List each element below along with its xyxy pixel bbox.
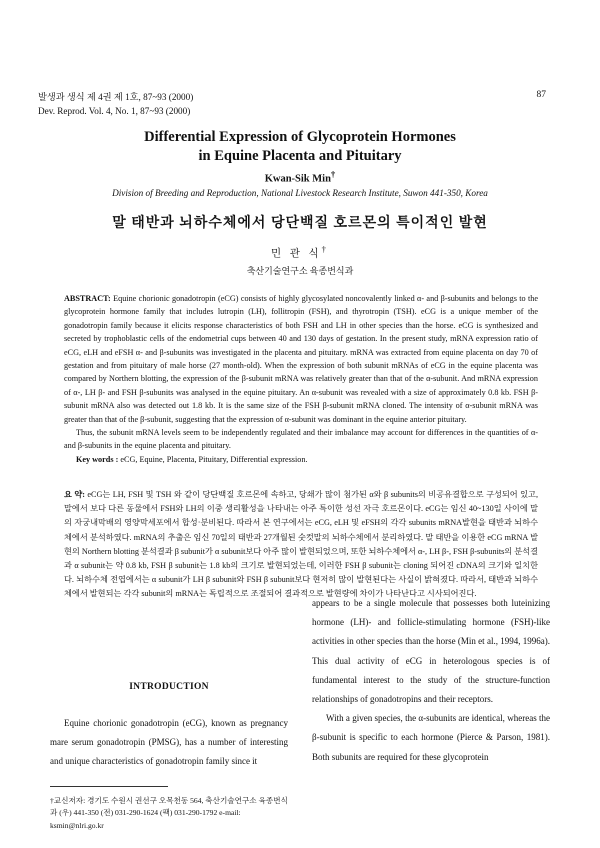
paper-title-line2: in Equine Placenta and Pituitary <box>198 148 402 164</box>
introduction-heading: INTRODUCTION <box>129 682 209 692</box>
korean-author-name: 민 관 식 <box>270 248 322 260</box>
keywords <box>64 453 538 466</box>
korean-affiliation: 축산기술연구소 육종번식과 <box>246 266 354 276</box>
journal-citation-english: Dev. Reprod. Vol. 4, No. 1, 87~93 (2000) <box>38 106 191 116</box>
abstract-paragraph-1 <box>64 292 538 426</box>
paper-title-line1: Differential Expression of Glycoprotein Hormones <box>144 129 456 145</box>
footnote: †교신저자: 경기도 수원시 권선구 오목천동 564, 축산기술연구소 육종번식과 (우) 441-350 (전) 031-290-1624 (팩) 031-290-1792 e-mail: ksmin@nlri.go.kr <box>50 795 288 831</box>
introduction-right-paragraph-1: appears to be a single molecule that possesses both luteinizing hormone (LH)- and follicle-stimulating hormone (FSH)-like activities in other species than the horse (Min et al., 1994, 1996a). This dual activity of eCG in heterologous species is of fundamental interest to the study of the structure-function relationships of gonadotropins and their receptors. <box>312 598 550 705</box>
korean-abstract-text: eCG는 LH, FSH 및 TSH 와 같이 당단백질 호르몬에 속하고, 당쇄가 많이 첨가된 α와 β subunits의 비공유결합으로 구성되어 있고, 말에서 보다 다른 동물에서 FSH와 LH의 이중 생리활성을 나타내는 아주 특이한 성선 자극 호르몬이다. eCG는 임신 40~130일 사이에 말의 자궁내막배의 영양막세포에서 합성·분비된다. 따라서 본 연구에서는 eCG, eLH 및 eFSH의 각각 subunits mRNA발현을 태반과 뇌하수체에서 분석하였다. mRNA의 추출은 임신 70일의 태반과 27개월된 숫컷말의 뇌하수체에서 분리하였다. 말 태반을 이용한 eCG mRNA 발현의 Northern blotting 분석결과 β subunit가 α subunit보다 아주 많이 발현되었으며, 또한 뇌하수체에서 α-, LH β-, FSH β-subunits의 분석결과 α subunit는 약 0.8 kb, FSH β subunit는 1.8 kb의 크기로 발현되었는데, 이러한 FSH β subunit는 cloning 되어진 cDNA의 크기와 일치한다. 뇌하수체 전엽에서는 α subunit가 LH β subunit와 FSH β subunit보다 현저히 많이 발현된다는 사실이 밝혀졌다. 따라서, 태반과 뇌하수체에서 발현되는 각각 subunit의 mRNA는 독립적으로 조절되어 결과적으로 발현량에 차이가 나타난다고 시사되어진다. <box>64 490 538 599</box>
korean-abstract <box>64 488 538 602</box>
footnote-divider <box>50 786 168 787</box>
abstract-label: ABSTRACT: <box>64 294 111 303</box>
right-column <box>312 594 550 767</box>
introduction-right-paragraph-2: With a given species, the α-subunits are identical, whereas the β-subunit is specific to each hormone (Pierce & Parson, 1981). Both subunits are required for these glycoprotein <box>312 713 550 762</box>
keywords-label: Key words : <box>76 454 119 464</box>
abstract <box>64 292 538 466</box>
paper-title <box>0 128 600 166</box>
author-mark: † <box>330 169 336 179</box>
abstract-paragraph-2: Thus, the subunit mRNA levels seem to be independently regulated and their imbalance may account for differences in the quantities of α- and β-subunits in the equine placenta and pituitary. <box>64 428 538 451</box>
korean-author-line <box>0 244 600 261</box>
keywords-text: eCG, Equine, Placenta, Pituitary, Differential expression. <box>120 454 308 464</box>
author-line <box>0 169 600 185</box>
journal-citation <box>38 90 193 118</box>
korean-title: 말 태반과 뇌하수체에서 당단백질 호르몬의 특이적인 발현 <box>112 216 488 231</box>
journal-citation-korean: 발생과 생식 제 4권 제 1호, 87~93 (2000) <box>38 92 194 102</box>
abstract-text-1: Equine chorionic gonadotropin (eCG) consists of highly glycosylated noncovalently linked α- and β-subunits and belongs to the glycoprotein hormone family that includes lutropin (LH), follitropin (FSH), and thyrotropin (TSH). eCG is a unique member of the gonadotropin family because it elicits response characteristics of both FSH and LH in other species than the horse. eCG is synthesized and secreted by trophoblastic cells of the endometrial cups between 40 and 130 days of gestation. In the present study, mRNA expression ratio of eCG, eLH and eFSH α- and β-subunits was investigated in the placenta and pituitary. mRNA was extracted from equine placenta on day 70 of gestation and from pituitary of male horse (27 month-old). When the expression of both subunit mRNAs of eCG in the equine placenta was compared by Northern blotting, the expression of the β-subunit mRNA was relatively greater than that of the α-subunit. And mRNA expression of α-, LH β- and FSH β-subunits was analysed in the equine pituitary. An α-subunit was revealed with a size of approximately 0.8 kb. FSH β-subunit mRNA also was detected out 1.8 kb. It is the same size of the FSH β-subunit mRNA cloned. The intensity of α-subunit mRNA was greater than that of the β-subunit, suggesting that the expression of α-subunit was dominant in the equine anterior pituitary. <box>64 294 539 424</box>
korean-abstract-label: 요 약: <box>64 490 85 499</box>
introduction-left-text: Equine chorionic gonadotropin (eCG), known as pregnancy mare serum gonadotropin (PMSG), has a number of interesting and unique characteristics of gonadotropin family since it <box>50 718 288 767</box>
author-affiliation: Division of Breeding and Reproduction, National Livestock Research Institute, Suwon 441-350, Korea <box>112 188 488 198</box>
author-name: Kwan-Sik Min <box>264 173 331 185</box>
left-column <box>50 594 288 833</box>
page-number: 87 <box>536 90 546 100</box>
korean-author-mark: † <box>321 244 330 254</box>
